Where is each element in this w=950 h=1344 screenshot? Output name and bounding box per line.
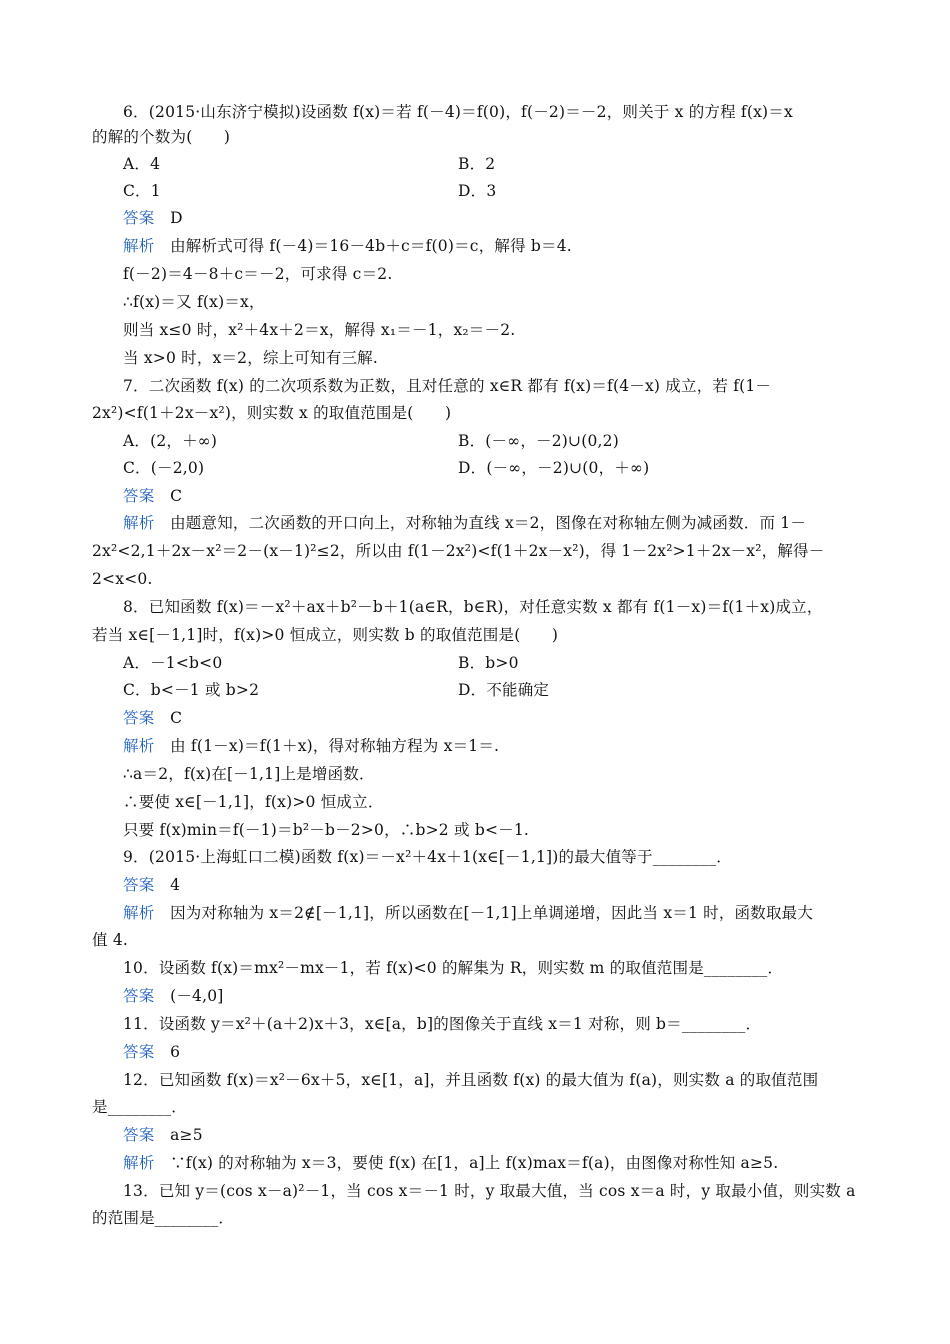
solution-label: 解析 (123, 237, 155, 255)
q9-stem: 9．(2015·上海虹口二模)函数 f(x)＝－x²＋4x＋1(x∈[－1,1])的最大值等于________． (123, 848, 733, 866)
q7-option-c: C．(－2,0) (123, 459, 205, 477)
q12-solution-line1 (123, 1153, 778, 1173)
q7-answer (123, 486, 182, 506)
answer-value: D (170, 209, 183, 227)
q6-solution-line2: f(－2)＝4－8＋c＝－2，可求得 c＝2. (123, 265, 393, 283)
q7-option-b: B．(－∞，－2)∪(0,2) (458, 432, 619, 450)
q8-stem-line1: 8．已知函数 f(x)＝－x²＋ax＋b²－b＋1(a∈R，b∈R)，对任意实数 x 都有 f(1－x)＝f(1＋x)成立， (123, 598, 823, 616)
q7-stem-line2: 2x²)<f(1＋2x－x²)，则实数 x 的取值范围是( ) (92, 404, 452, 422)
q10-stem: 10．设函数 f(x)＝mx²－mx－1，若 f(x)<0 的解集为 R，则实数 m 的取值范围是________． (123, 959, 784, 977)
q8-option-b: B．b>0 (458, 654, 519, 672)
q13-stem-line2: 的范围是________． (92, 1209, 235, 1227)
q12-stem-line2: 是________． (92, 1098, 188, 1116)
q6-option-a: A．4 (123, 155, 161, 173)
answer-label: 答案 (123, 709, 155, 727)
answer-value: 4 (170, 876, 181, 894)
q6-answer (123, 208, 183, 228)
q8-option-c: C．b<－1 或 b>2 (123, 681, 260, 699)
q7-option-d: D．(－∞，－2)∪(0，＋∞) (458, 459, 650, 477)
q7-solution-line3: 2<x<0. (92, 570, 153, 588)
q12-stem-line1: 12．已知函数 f(x)＝x²－6x＋5，x∈[1，a]，并且函数 f(x) 的最大值为 f(a)，则实数 a 的取值范围 (123, 1071, 819, 1089)
answer-value: C (170, 487, 183, 505)
q12-answer (123, 1125, 203, 1145)
q8-stem-line2: 若当 x∈[－1,1]时，f(x)>0 恒成立，则实数 b 的取值范围是( ) (92, 626, 559, 644)
q6-solution-line3: ∴f(x)＝又 f(x)＝x， (123, 293, 265, 311)
q6-solution-line1 (123, 236, 572, 256)
answer-label: 答案 (123, 1043, 155, 1061)
q7-solution-line2: 2x²<2,1＋2x－x²＝2－(x－1)²≤2，所以由 f(1－2x²)<f(1＋2x－x²)，得 1－2x²>1＋2x－x²，解得－ (92, 542, 825, 560)
solution-label: 解析 (123, 904, 155, 922)
q7-option-a: A．(2，＋∞) (123, 432, 218, 450)
answer-label: 答案 (123, 876, 155, 894)
answer-label: 答案 (123, 487, 155, 505)
solution-text: ∵f(x) 的对称轴为 x＝3，要使 f(x) 在[1，a]上 f(x)max＝f(a)，由图像对称性知 a≥5. (170, 1154, 779, 1172)
q13-stem-line1: 13．已知 y＝(cos x－a)²－1，当 cos x＝－1 时，y 取最大值，当 cos x＝a 时，y 取最小值，则实数 a (123, 1182, 856, 1200)
answer-label: 答案 (123, 209, 155, 227)
q8-solution-line2: ∴a＝2，f(x)在[－1,1]上是增函数． (123, 765, 375, 783)
solution-label: 解析 (123, 514, 155, 532)
q10-answer (123, 986, 224, 1006)
q6-stem-line2: 的解的个数为( ) (92, 128, 231, 146)
q6-option-d: D．3 (458, 182, 497, 200)
solution-label: 解析 (123, 1154, 155, 1172)
solution-text: 由 f(1－x)＝f(1＋x)，得对称轴方程为 x＝1＝. (170, 737, 500, 755)
q8-solution-line4: 只要 f(x)min＝f(－1)＝b²－b－2>0，∴b>2 或 b<－1. (123, 821, 530, 839)
q7-stem-line1: 7．二次函数 f(x) 的二次项系数为正数，且对任意的 x∈R 都有 f(x)＝f(4－x) 成立，若 f(1－ (123, 377, 772, 395)
q11-stem: 11．设函数 y＝x²＋(a＋2)x＋3，x∈[a，b]的图像关于直线 x＝1 对称，则 b＝________． (123, 1015, 762, 1033)
q7-solution-line1 (123, 513, 806, 533)
q9-answer (123, 875, 180, 895)
q6-stem-line1: 6．(2015·山东济宁模拟)设函数 f(x)＝若 f(－4)＝f(0)，f(－2)＝－2，则关于 x 的方程 f(x)＝x (123, 103, 793, 121)
answer-label: 答案 (123, 1126, 155, 1144)
answer-value: C (170, 709, 183, 727)
answer-value: (－4,0] (170, 987, 224, 1005)
solution-label: 解析 (123, 737, 155, 755)
q6-solution-line4: 则当 x≤0 时，x²＋4x＋2＝x，解得 x₁＝－1，x₂＝－2. (123, 321, 516, 339)
q8-option-a: A．－1<b<0 (123, 654, 223, 672)
q9-solution-line1 (123, 903, 813, 923)
q8-solution-line1 (123, 736, 499, 756)
q6-option-b: B．2 (458, 155, 496, 173)
q8-answer (123, 708, 182, 728)
solution-text: 由题意知，二次函数的开口向上，对称轴为直线 x＝2，图像在对称轴左侧为减函数．而 1－ (170, 514, 807, 532)
solution-text: 由解析式可得 f(－4)＝16－4b＋c＝f(0)＝c，解得 b＝4. (170, 237, 572, 255)
q6-solution-line5: 当 x>0 时，x＝2，综上可知有三解. (123, 349, 378, 367)
answer-value: 6 (170, 1043, 181, 1061)
answer-label: 答案 (123, 987, 155, 1005)
q9-solution-line2: 值 4. (92, 931, 129, 949)
solution-text: 因为对称轴为 x＝2∉[－1,1]，所以函数在[－1,1]上单调递增，因此当 x＝1 时，函数取最大 (170, 904, 814, 922)
q8-solution-line3: ∴要使 x∈[－1,1]，f(x)>0 恒成立． (123, 793, 384, 811)
answer-value: a≥5 (170, 1126, 203, 1144)
q6-option-c: C．1 (123, 182, 161, 200)
q11-answer (123, 1042, 180, 1062)
q8-option-d: D．不能确定 (458, 681, 550, 699)
